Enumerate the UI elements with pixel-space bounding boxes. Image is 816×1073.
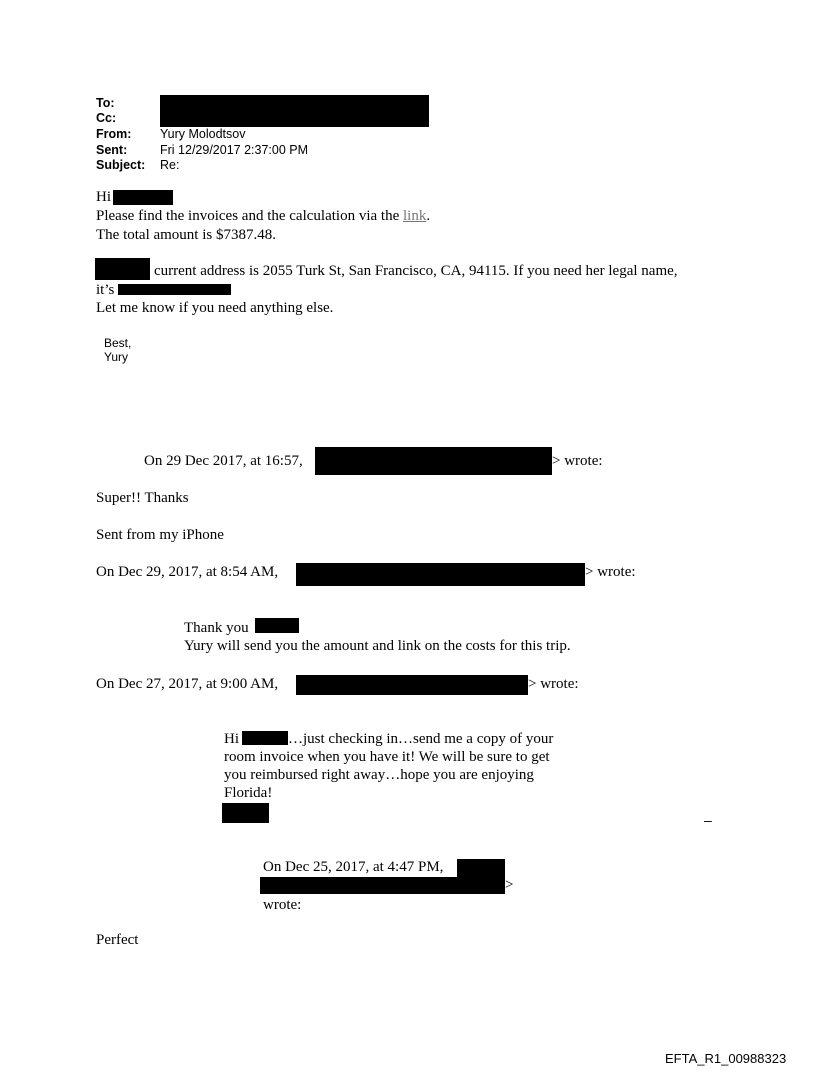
quote3-line1: …just checking in…send me a copy of your [288, 731, 554, 747]
redaction-greeting-name [113, 190, 173, 205]
document-id: EFTA_R1_00988323 [665, 1051, 787, 1066]
quote4-body: Perfect [96, 932, 139, 948]
address-line: current address is 2055 Turk St, San Francisco, CA, 94115. If you need her legal name, [154, 263, 678, 279]
quote4-bracket: > [505, 877, 514, 893]
redaction-quote2-name [255, 618, 299, 633]
legal-name-prefix: it’s [96, 282, 115, 298]
to-label: To: [96, 96, 115, 110]
quote1-body: Super!! Thanks [96, 490, 189, 506]
cc-label: Cc: [96, 111, 117, 125]
signature: Yury [104, 350, 129, 364]
quote1-header: On 29 Dec 2017, at 16:57, [144, 453, 303, 469]
greeting: Hi [96, 189, 111, 205]
invoice-link[interactable]: link [402, 208, 427, 224]
redaction-person-name [95, 258, 150, 280]
quote2-body: Yury will send you the amount and link on the costs for this trip. [184, 638, 571, 654]
stray-dash: – [704, 812, 712, 828]
quote3-header: On Dec 27, 2017, at 9:00 AM, [96, 676, 279, 692]
redaction-legal-name [118, 284, 231, 295]
redaction-quote3-name [242, 731, 288, 745]
quote3-wrote: > wrote: [528, 676, 579, 692]
quote2-header: On Dec 29, 2017, at 8:54 AM, [96, 564, 279, 580]
signoff: Best, [104, 336, 132, 350]
sent-label: Sent: [96, 143, 128, 157]
quote3-line3: you reimbursed right away…hope you are enjoying [224, 767, 534, 783]
redaction-quote3-signature [222, 803, 269, 823]
redaction-recipients [160, 95, 429, 127]
invoice-line: Please find the invoices and the calculation via the link. [96, 208, 431, 224]
quote1-footer: Sent from my iPhone [96, 527, 224, 543]
redaction-quote4-email [260, 877, 457, 894]
quote2-wrote: > wrote: [585, 564, 636, 580]
quote3-hi: Hi [224, 731, 239, 747]
quote4-wrote: wrote: [263, 897, 302, 913]
closing-line: Let me know if you need anything else. [96, 300, 334, 316]
redaction-quote1-sender [315, 447, 552, 475]
quote2-thanks: Thank you [184, 620, 249, 636]
redaction-quote3-sender [296, 675, 528, 695]
quote3-line4: Florida! [224, 785, 273, 801]
subject-value: Re: [160, 158, 180, 172]
quote3-line2: room invoice when you have it! We will be sure to get [224, 749, 550, 765]
redaction-quote2-sender [296, 563, 585, 586]
from-value: Yury Molodtsov [160, 127, 246, 141]
redaction-quote4-name [457, 859, 505, 894]
from-label: From: [96, 127, 132, 141]
total-amount-line: The total amount is $7387.48. [96, 227, 276, 243]
quote1-wrote: > wrote: [552, 453, 603, 469]
sent-value: Fri 12/29/2017 2:37:00 PM [160, 143, 309, 157]
subject-label: Subject: [96, 158, 146, 172]
quote4-header: On Dec 25, 2017, at 4:47 PM, [263, 859, 444, 875]
